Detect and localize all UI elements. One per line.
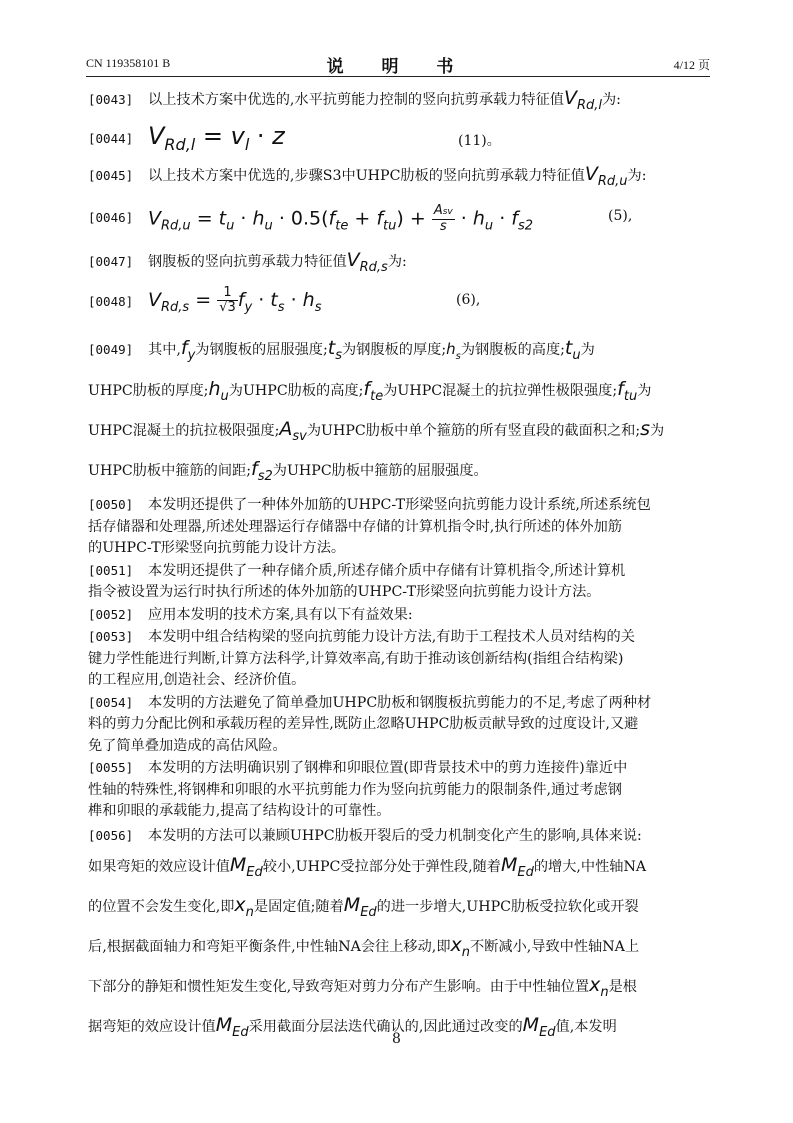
paragraph-number: [0053] [88,629,134,644]
math-f-te: $f_{te}$ [363,378,384,404]
math-x-n: $x_n$ [450,933,471,960]
math-s: s [640,418,651,440]
paragraph-number: [0051] [88,562,134,578]
paragraph-0043 [88,82,710,122]
math-f-y: $f_y$ [180,337,196,363]
math-x-n: $x_n$ [234,893,254,920]
paragraph-0045 [88,158,710,198]
paragraph-number: [0052] [88,606,134,622]
paragraph-number: [0050] [88,497,134,512]
paragraph-number: [0055] [88,760,134,775]
paragraph-0051: [0051] 本发明还提供了一种存储介质,所述存储介质中存储有计算机指令,所述计算机 指令被设置为运行时执行所述的体外加筋的UHPC-T形梁竖向抗剪能力设计方法。 [88,560,710,604]
paragraph-0053: [0053] 本发明中组合结构梁的竖向抗剪能力设计方法,有助于工程技术人员对结构的关 键力学性能进行判断,计算方法科学,计算效率高,有助于推动该创新结构(指组合结构梁) 的工程应用,创造社会、经济价值。 [88,626,710,692]
paragraph-0049: [0049] 其中$,f_y$为钢腹板的屈服强度$;t_s$为钢腹板的厚度$;h_s$为钢腹板的高度$;t_u$为 UHPC肋板的厚度$;h_u$为UHPC肋板的高度$;f_{te}$为UHPC混凝土的抗拉弹性极限强度$;f_{tu}$为 UHPC混凝土的抗拉极限强度$;A_{sv}$为UHPC肋板中单个箍筋的所有竖直段的截面积之和;s为 UHPC肋板中箍筋的间距$;f_{s2}$为UHPC肋板中箍筋的屈服强度。 [88,332,710,493]
paragraph-0056: [0056] 本发明的方法可以兼顾UHPC肋板开裂后的受力机制变化产生的影响,具体来说: 如果弯矩的效应设计值$M_{Ed}$较小,UHPC受拉部分处于弹性段,随着$M_{Ed}$的增大,中性轴NA 的位置不会发生变化,即$x_n$是固定值;随着$M_{Ed}$的进一步增大,UHPC肋板受拉软化或开裂 后,根据截面轴力和弯矩平衡条件,中性轴NA会往上移动,即$x_n$不断减小,导致中性轴NA上 下部分的静矩和惯性矩发生变化,导致弯矩对剪力分布产生影响。由于中性轴位置$x_n$是根 据弯矩的效应设计值$M_{Ed}$采用截面分层法迭代确认的,因此通过改变的$M_{Ed}$值,本发明 [88,823,710,1049]
page-header [86,52,710,76]
paragraph-0054: [0054] 本发明的方法避免了简单叠加UHPC肋板和钢腹板抗剪能力的不足,考虑了两种材 料的剪力分配比例和承载历程的差异性,既防止忽略UHPC肋板贡献导致的过度设计,又避 免了简单叠加造成的高估风险。 [88,692,710,758]
math-m-ed: $M_{Ed}$ [522,1013,556,1040]
formula-expression: $V_{Rd,l} = v_l \cdot z$ [148,122,285,154]
math-f-s2: $f_{s2}$ [251,458,273,484]
doc-title: 说 明 书 [326,57,470,77]
paragraph-0047 [88,244,710,284]
paragraph-tail: 为: [387,254,407,270]
paragraph-number: [0045] [88,168,134,183]
paragraph-0052: [0052] 应用本发明的技术方案,具有以下有益效果: [88,604,710,627]
math-v-rd-u: $V_{Rd,u}$ [584,163,628,189]
doc-number: CN 119358101 B [86,56,171,70]
paragraph-number: [0056] [88,827,134,843]
paragraph-number: [0049] [88,342,134,357]
equation-number: (5), [608,208,633,224]
math-h-s: $h_s$ [446,340,461,362]
math-v-rd-l: $V_{Rd,l}$ [563,87,602,113]
paragraph-number: [0046] [88,210,134,225]
math-h-u: $h_u$ [208,378,229,404]
page-info: 4/12 页 [673,58,710,72]
formula-0048 [88,284,710,332]
formula-0044 [88,122,710,158]
paragraph-tail: 为: [627,168,647,184]
paragraph-number: [0054] [88,694,134,710]
equation-number: (11)。 [458,133,501,149]
paragraph-text: 钢腹板的竖向抗剪承载力特征值 [148,254,347,270]
paragraph-number: [0043] [88,92,134,107]
math-m-ed: $M_{Ed}$ [500,853,534,880]
paragraph-text: 以上技术方案中优选的,水平抗剪能力控制的竖向抗剪承载力特征值 [148,92,564,108]
paragraph-tail: 为: [601,92,621,108]
paragraph-0050: [0050] 本发明还提供了一种体外加筋的UHPC-T形梁竖向抗剪能力设计系统,所述系统包 括存储器和处理器,所述处理器运行存储器中存储的计算机指令时,执行所述的体外加筋 的UHPC-T形梁竖向抗剪能力设计方法。 [88,494,710,560]
paragraph-number: [0044] [88,131,134,146]
paragraph-text: 以上技术方案中优选的,步骤S3中UHPC肋板的竖向抗剪承载力特征值 [148,168,585,184]
formula-expression: $V_{Rd,u} = t_u \cdot h_u \cdot 0.5(f_{te} + f_{tu})$ + $\frac{\text{Asv}}{s}$ · $h_u \cdot f_{s2}$ [148,203,534,234]
math-x-n: $x_n$ [589,973,609,1000]
formula-expression: $V_{Rd,s}$ = $\frac{1}{√3}$ $f_y \cdot t_s \cdot h_s$ [148,285,322,315]
formula-0046 [88,200,710,244]
math-m-ed: $M_{Ed}$ [215,1013,249,1040]
math-m-ed: $M_{Ed}$ [229,853,263,880]
header-divider [86,76,710,77]
paragraph-number: [0048] [88,294,134,309]
math-t-u: $t_u$ [564,337,581,363]
math-m-ed: $M_{Ed}$ [343,893,377,920]
page-number: 8 [392,1031,401,1047]
math-v-rd-s: $V_{Rd,s}$ [346,249,388,275]
paragraph-number: [0047] [88,254,134,269]
math-f-tu: $f_{tu}$ [617,378,638,404]
document-body [88,84,710,1049]
math-t-s: $t_s$ [327,337,342,363]
math-a-sv: $A_{sv}$ [279,418,307,444]
equation-number: (6), [456,292,481,308]
paragraph-0055: [0055] 本发明的方法明确识别了钢榫和卯眼位置(即背景技术中的剪力连接件)靠近中 性轴的特殊性,将钢榫和卯眼的水平抗剪能力作为竖向抗剪能力的限制条件,通过考虑钢 榫和卯眼的承载能力,提高了结构设计的可靠性。 [88,757,710,823]
